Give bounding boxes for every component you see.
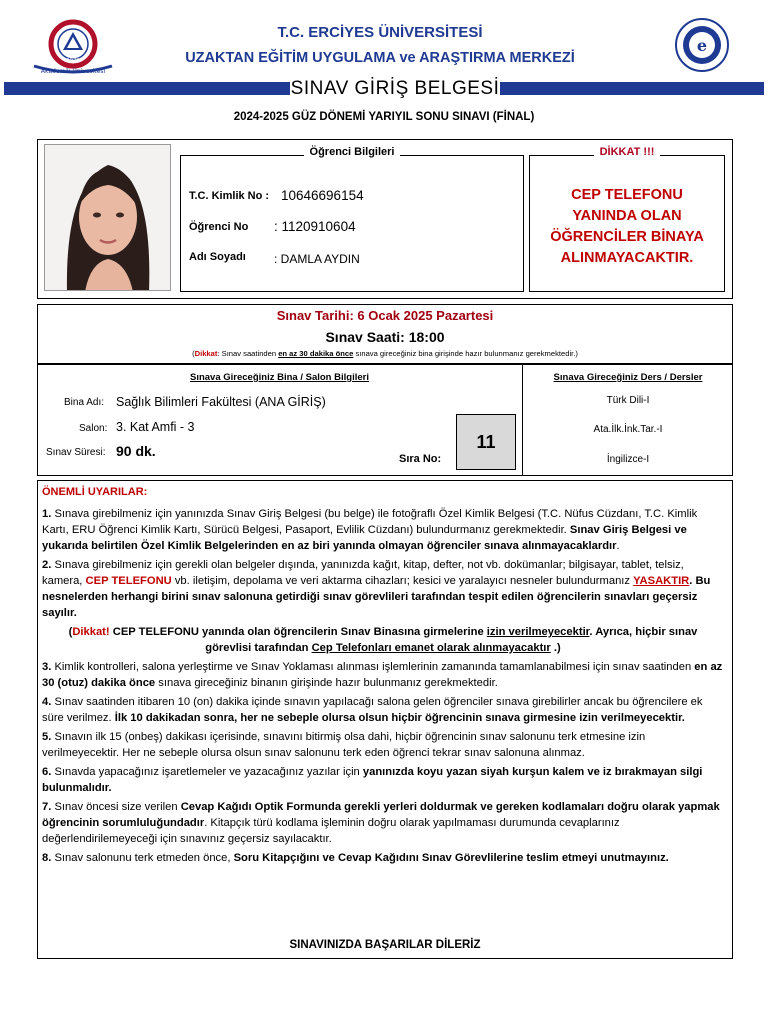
exam-time: Sınav Saati: 18:00	[325, 329, 445, 345]
student-info-title: Öğrenci Bilgileri	[180, 146, 524, 158]
tc-label: T.C. Kimlik No :	[189, 190, 270, 202]
rule-5: 5. Sınavın ilk 15 (onbeş) dakikası içerisinde, sınavını bitirmiş olsa dahi, hiçbir öğrencinin sınav salonunu terk etmesine izin verilmeyecektir. Her ne sebeple olursa olsun sınav salonunu terk eden öğrenci tekrar sınav salonuna alınmaz.	[42, 731, 646, 759]
courses-section-title: Sınava Gireceğiniz Ders / Dersler	[553, 372, 703, 383]
exam-date: Sınav Tarihi: 6 Ocak 2025 Pazartesi	[276, 308, 494, 323]
rule-7: 7. Sınav öncesi size verilen Cevap Kağıdı Optik Formunda gerekli yerleri doldurmak ve gereken kodlamaları doğru olarak yapmak öğrencinin sorumluluğundadır. Kitapçık türü kodlama işleminin doğru olarak yapılmaması durumunda cevaplarınız değerlendirilemeyeceği için sınavınız geçersiz sayılacaktır.	[42, 801, 720, 845]
center-name: UZAKTAN EĞİTİM UYGULAMA ve ARAŞTIRMA MERKEZİ	[185, 50, 575, 66]
phone-warning-text: CEP TELEFONU YANINDA OLAN ÖĞRENCİLER BİNAYA ALINMAYACAKTIR.	[550, 187, 704, 266]
svg-text:Akademik Ünivesitesi: Akademik Ünivesitesi	[40, 68, 106, 74]
name-value: : DAMLA AYDIN	[274, 252, 360, 266]
building-section-title: Sınava Gireceğiniz Bina / Salon Bilgileri	[190, 372, 369, 383]
course-item: Türk Dili-I	[606, 395, 650, 406]
rule-1: 1. Sınava girebilmeniz için yanınızda Sınav Giriş Belgesi (bu belge) ile fotoğraflı Özel Kimlik Belgesi (T.C. Nüfus Cüzdanı, T.C. Kimlik Kartı, ERU Öğrenci Kimlik Kartı, Sürücü Belgesi, Pasaport, Evlilik Cüzdanı) bulundurmanız gerekmektedir. Sınav Giriş Belgesi ve yukarıda belirtilen Özel Kimlik Belgelerinden en az biri yanında olmayan öğrenciler sınava alınmayacaklardır.	[42, 508, 698, 552]
svg-text:1978: 1978	[66, 58, 80, 64]
university-logo-left	[30, 18, 116, 74]
building-label: Bina Adı:	[64, 397, 105, 408]
document-title-bar	[4, 80, 764, 98]
university-name: T.C. ERCİYES ÜNİVERSİTESİ	[277, 24, 483, 41]
student-no-label: Öğrenci No	[189, 221, 249, 233]
university-logo-right	[672, 18, 732, 74]
student-photo	[44, 144, 171, 291]
building-value: Sağlık Bilimleri Fakültesi (ANA GİRİŞ)	[116, 395, 326, 409]
rule-8: 8. Sınav salonunu terk etmeden önce, Soru Kitapçığını ve Cevap Kağıdını Sınav Görevlilerine teslim etmeyi unutmayınız.	[42, 852, 669, 864]
tc-value: 10646696154	[281, 188, 364, 203]
exam-arrival-note: (Dikkat: Sınav saatinden en az 30 dakika önce sınava gireceğiniz bina girişinde hazır bulunmanız gerekmektedir.)	[192, 349, 578, 358]
rule-2: 2. Sınava girebilmeniz için gerekli olan belgeler dışında, yanınızda kağıt, kitap, defter, not vb. dokümanlar; bilgisayar, tablet, telsiz, kamera, CEP TELEFONU vb. iletişim, depolama ve veri aktarma cihazları; kesici ve yaralayıcı nesneler bulundurmanız YASAKTIR. Bu nesnelerden herhangi birini sınav salonuna getirdiği sınav görevlileri tarafından tespit edilen öğrencilerin sınavları geçersiz sayılır.	[42, 559, 711, 619]
rules-text	[42, 484, 724, 866]
phone-notice: (Dikkat! CEP TELEFONU yanında olan öğrencilerin Sınav Binasına girmelerine izin verilmeyecektir. Ayrıca, hiçbir sınav görevlisi tarafından Cep Telefonları emanet olarak alınmayacaktır .)	[68, 626, 698, 654]
svg-text:e: e	[696, 36, 708, 55]
course-item: Ata.İlk.İnk.Tar.-I	[593, 424, 663, 435]
closing-message: SINAVINIZDA BAŞARILAR DİLERİZ	[289, 939, 481, 951]
duration-value: 90 dk.	[116, 443, 156, 459]
rule-4: 4. Sınav saatinden itibaren 10 (on) dakika içinde sınavın yapılacağı salona gelen öğrenciler sınava girebilirler ancak bu öğrencilere ek süre verilmez. İlk 10 dakikadan sonra, her ne sebeple olursa olsun hiçbir öğrencinin sınava girmesine izin verilmeyecektir.	[42, 696, 703, 724]
rules-title: ÖNEMLİ UYARILAR:	[42, 486, 148, 498]
room-value: 3. Kat Amfi - 3	[116, 420, 195, 434]
seat-label: Sıra No:	[399, 453, 442, 465]
rule-6: 6. Sınavda yapacağınız işaretlemeler ve yazacağınız yazılar için yanınızda koyu yazan siyah kurşun kalem ve iz bırakmayan silgi bulunmalıdır.	[42, 766, 703, 794]
course-item: İngilizce-I	[606, 454, 650, 465]
rule-3: 3. Kimlik kontrolleri, salona yerleştirme ve Sınav Yoklaması alınması işlemlerinin zamanında tamamlanabilmesi için sınav saatinden en az 30 (otuz) dakika önce sınava gireceğiniz binanın girişinde hazır bulunmanız gerekmektedir.	[42, 661, 723, 689]
phone-warning-title: DİKKAT !!!	[529, 146, 725, 158]
seat-number: 11	[456, 414, 516, 470]
student-no-value: : 1120910604	[274, 219, 356, 234]
exam-term: 2024-2025 GÜZ DÖNEMİ YARIYIL SONU SINAVI (FİNAL)	[233, 111, 535, 123]
name-label: Adı Soyadı	[189, 251, 246, 263]
duration-label: Sınav Süresi:	[46, 447, 106, 458]
room-label: Salon:	[79, 423, 108, 434]
document-title: SINAV GİRİŞ BELGESİ	[290, 78, 500, 99]
